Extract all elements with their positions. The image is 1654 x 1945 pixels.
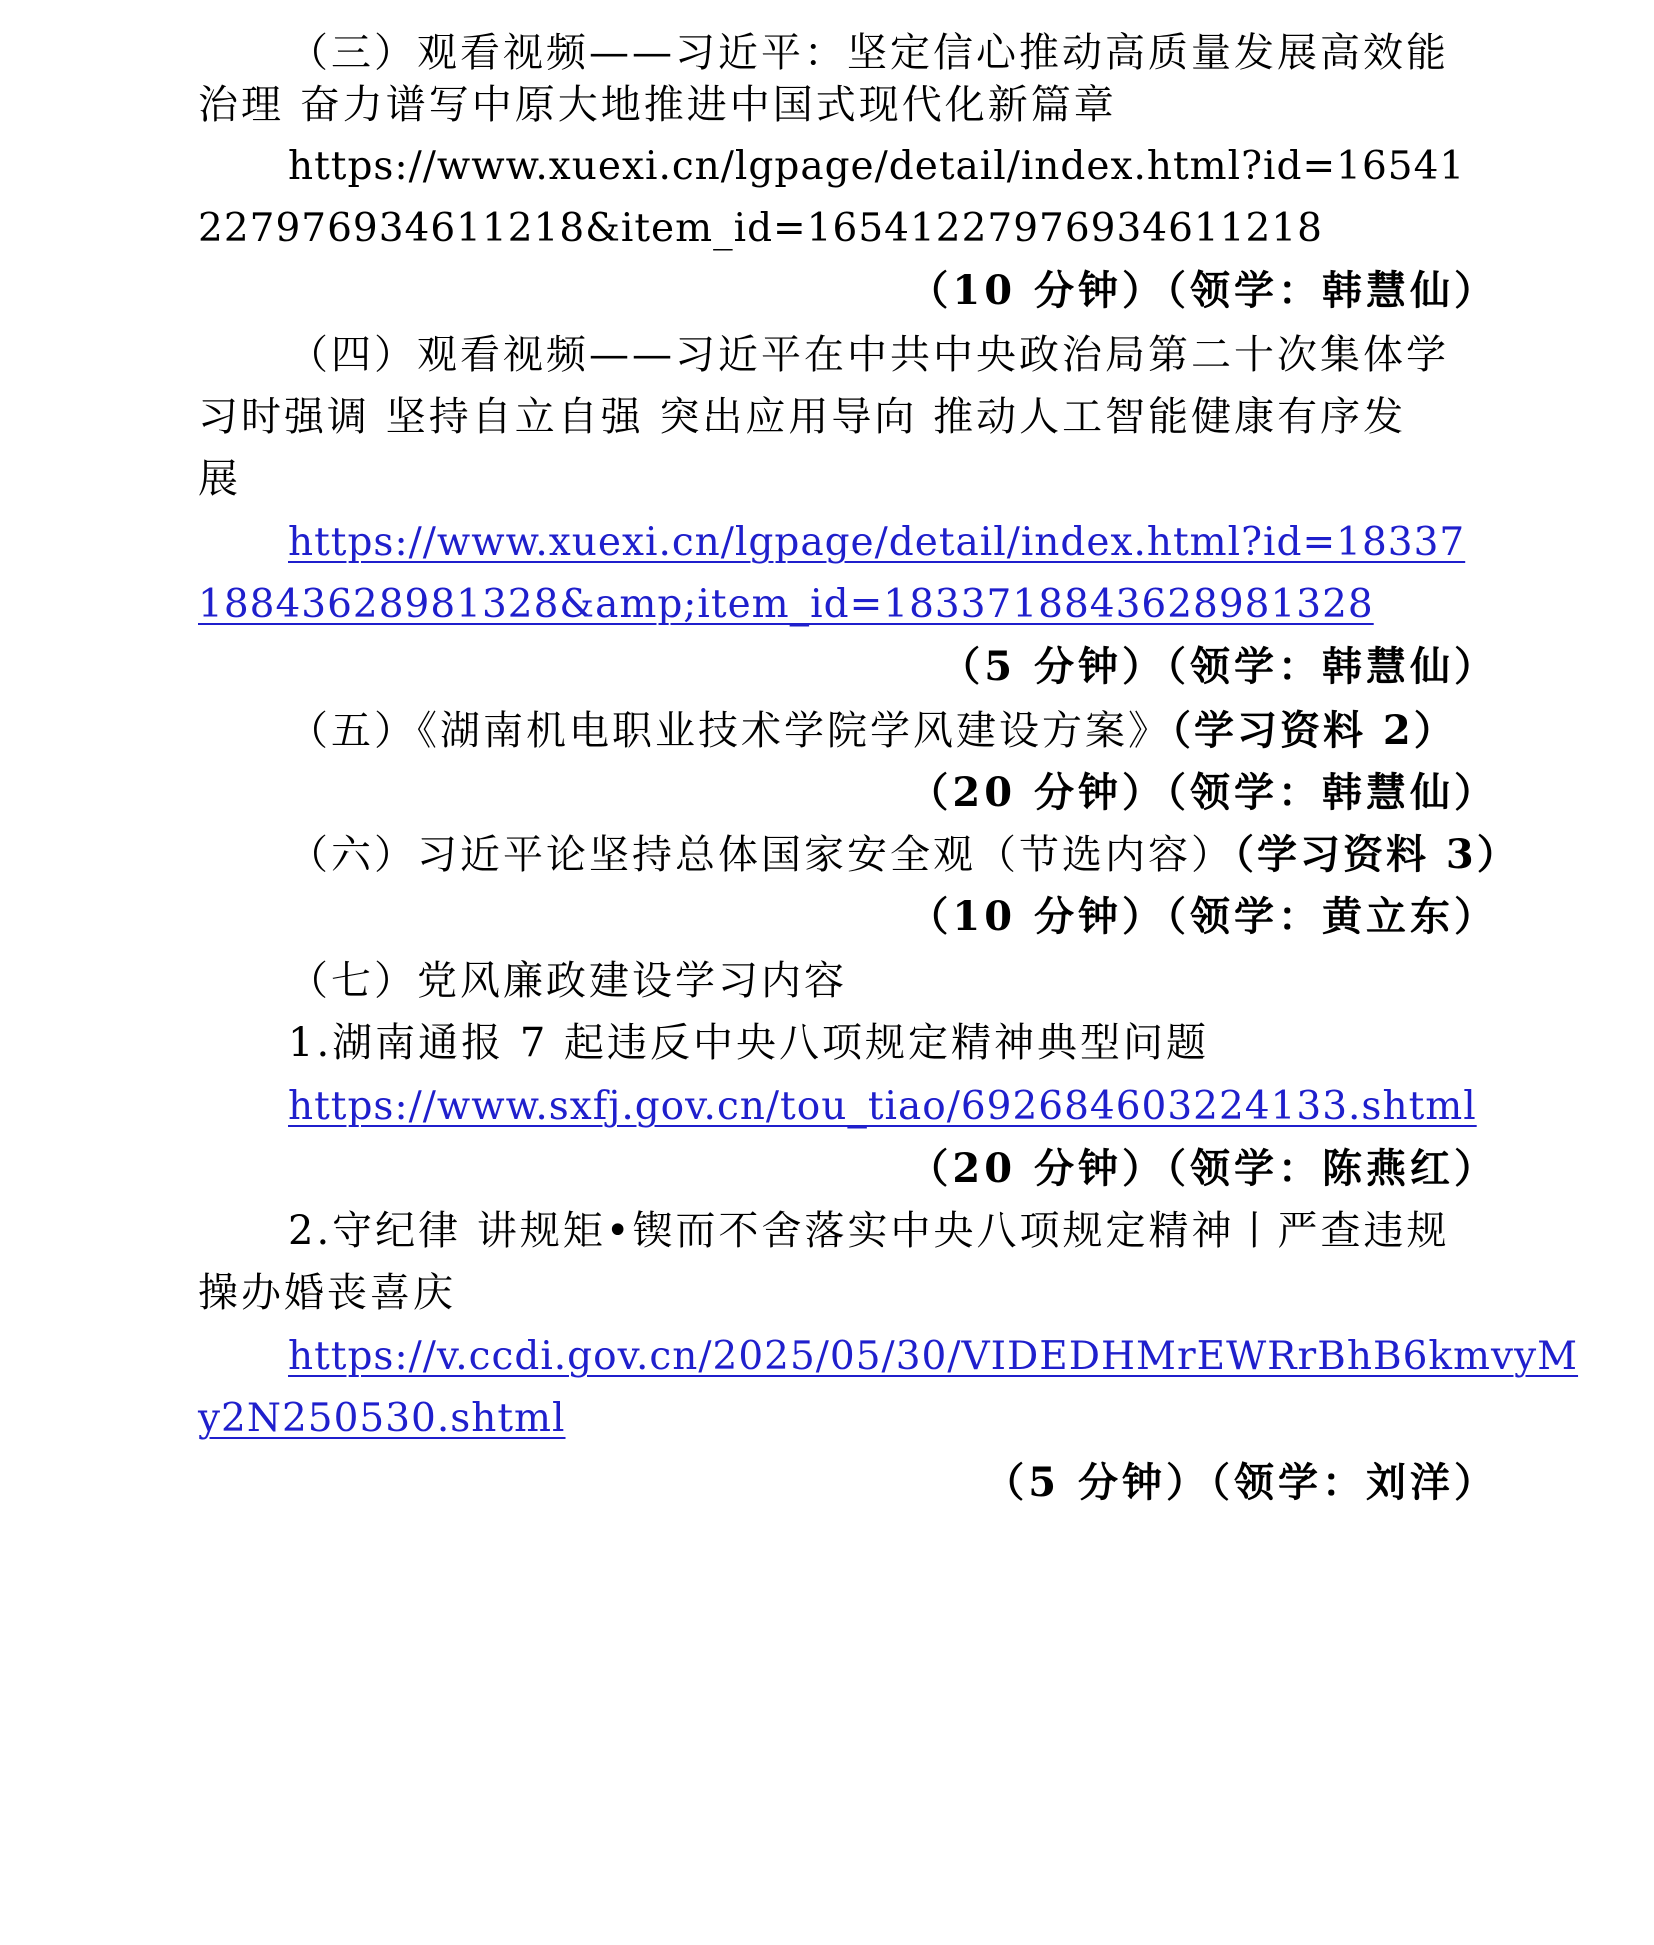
- item7-sub2-link-part1[interactable]: https://v.ccdi.gov.cn/2025/05/30/VIDEDHMrEWRrBhB6kmvyM: [288, 1334, 1579, 1379]
- item6-title: （六）习近平论坚持总体国家安全观（节选内容）: [288, 832, 1234, 878]
- item7-sub1-link[interactable]: https://www.sxfj.gov.cn/tou_tiao/692684603224133.shtml: [288, 1084, 1477, 1129]
- item6-meta: （10 分钟）（领学：黄立东）: [908, 893, 1498, 940]
- item3-url-line2: 22797693461121​8&item_id=16541227976934611218: [198, 206, 1323, 251]
- item4-title-line1: （四）观看视频——习近平在中共中央政治局第二十次集体学: [288, 332, 1449, 378]
- item5-meta: （20 分钟）（领学：韩慧仙）: [908, 769, 1498, 816]
- item4-title-line3: 展: [198, 456, 241, 502]
- item7-sub1-meta: （20 分钟）（领学：陈燕红）: [908, 1145, 1498, 1192]
- item6-material: （学习资料 3）: [1234, 831, 1520, 878]
- item3-title-line2: 治理 奋力谱写中原大地推进中国式现代化新篇章: [198, 82, 1117, 128]
- item7-sub1-title: 1.湖南通报 7 起违反中央八项规定精神典型问题: [288, 1020, 1210, 1066]
- item7-sub2-link-part2[interactable]: y2N250530.shtml: [198, 1396, 566, 1441]
- item3-title-line1: （三）观看视频——习近平：坚定信心推动高质量发展高效能: [288, 30, 1449, 76]
- item7-sub2-title-line2: 操办婚丧喜庆: [198, 1270, 456, 1316]
- item5-title: （五）《湖南机电职业技术学院学风建设方案》: [288, 708, 1171, 754]
- item4-meta: （5 分钟）（领学：韩慧仙）: [940, 643, 1498, 690]
- item7-title: （七）党风廉政建设学习内容: [288, 958, 847, 1004]
- item5-material: （学习资料 2）: [1171, 707, 1457, 754]
- item4-title-line2: 习时强调 坚持自立自强 突出应用导向 推动人工智能健康有序发: [198, 394, 1407, 440]
- item4-link-part2[interactable]: 18843628981328&amp;item_id=18337188436289813​28: [198, 582, 1374, 627]
- item7-sub2-meta: （5 分钟）（领学：刘洋）: [984, 1459, 1498, 1506]
- item7-sub2-title-line1: 2.守纪律 讲规矩•锲而不舍落实中央八项规定精神丨严查违规: [288, 1208, 1450, 1254]
- item4-link-part1[interactable]: https://www.xuexi.cn/lgpage/detail/index.html?id=18337: [288, 520, 1466, 565]
- item3-meta: （10 分钟）（领学：韩慧仙）: [908, 267, 1498, 314]
- item3-url-line1: https://www.xuexi.cn/lgpage/detail/index.html?id=16541: [288, 144, 1466, 189]
